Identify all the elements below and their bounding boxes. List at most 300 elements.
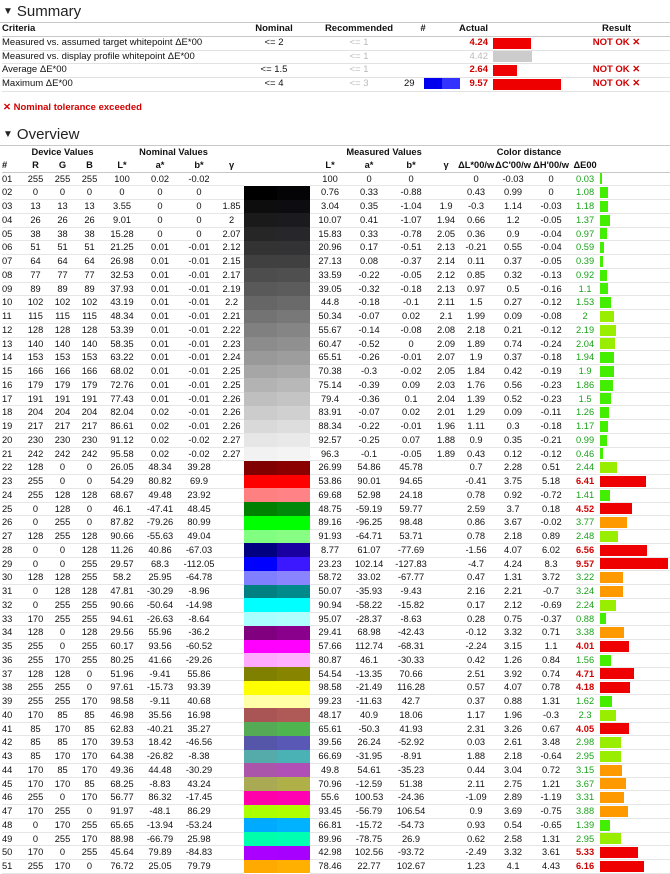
delta-e-bar-cell — [600, 406, 670, 420]
g-cell: 255 — [49, 516, 76, 530]
delta-e-bar-cell — [600, 186, 670, 200]
overview-header[interactable] — [0, 123, 670, 145]
delta-e-bar — [600, 476, 646, 487]
nom-l-cell: 46.98 — [103, 708, 141, 722]
nom-b-cell: -84.83 — [179, 846, 219, 860]
nominal-cell — [234, 50, 314, 64]
nom-b-cell: -0.01 — [179, 241, 219, 255]
actual-bar — [493, 38, 531, 49]
delta-e-bar-cell — [600, 461, 670, 475]
tolerance-warning: ✕ Nominal tolerance exceeded — [3, 102, 142, 113]
number-cell: 08 — [2, 268, 22, 282]
number-cell: 40 — [2, 708, 22, 722]
meas-gamma-cell — [434, 488, 458, 502]
b-cell: 191 — [76, 392, 103, 406]
number-cell — [404, 64, 442, 78]
r-cell: 255 — [22, 695, 49, 709]
meas-l-cell: 99.23 — [310, 695, 350, 709]
meas-gamma-cell — [434, 832, 458, 846]
nom-l-header: L* — [103, 159, 141, 172]
patch-row — [2, 832, 670, 846]
delta-e-bar-cell — [600, 351, 670, 365]
delta-e-cell: 1.08 — [570, 186, 600, 200]
g-cell: 255 — [49, 530, 76, 544]
r-cell: 0 — [22, 186, 49, 200]
delta-e-bar — [600, 283, 608, 294]
summary-section — [0, 0, 670, 117]
nom-b-cell: -0.01 — [179, 323, 219, 337]
patch-row — [2, 640, 670, 654]
nom-gamma-cell — [219, 530, 244, 544]
meas-b-cell: -52.92 — [388, 736, 434, 750]
nom-gamma-cell — [219, 695, 244, 709]
patch-swatch — [244, 392, 310, 406]
r-cell: 255 — [22, 681, 49, 695]
r-cell: 140 — [22, 337, 49, 351]
g-cell: 170 — [49, 750, 76, 764]
delta-e-cell: 1.5 — [570, 392, 600, 406]
nom-a-cell: 0 — [141, 227, 179, 241]
delta-l-cell: -2.24 — [458, 640, 494, 654]
meas-l-cell: 44.8 — [310, 296, 350, 310]
summary-header[interactable] — [0, 0, 670, 22]
number-cell: 29 — [2, 557, 22, 571]
patch-row — [2, 310, 670, 324]
nom-gamma-cell: 2.27 — [219, 447, 244, 461]
number-cell: 51 — [2, 860, 22, 874]
meas-l-cell: 91.93 — [310, 530, 350, 544]
meas-b-cell: 18.06 — [388, 708, 434, 722]
meas-gamma-cell — [434, 791, 458, 805]
delta-e-bar-cell — [600, 791, 670, 805]
nom-a-cell: 0.01 — [141, 255, 179, 269]
g-cell: 128 — [49, 585, 76, 599]
actual-bar — [493, 51, 532, 62]
g-cell: 128 — [49, 571, 76, 585]
delta-e-bar-cell — [600, 365, 670, 379]
nom-a-cell: 0 — [141, 213, 179, 227]
b-cell: 0 — [76, 805, 103, 819]
delta-e-bar — [600, 311, 614, 322]
delta-l-cell: 0.43 — [458, 186, 494, 200]
delta-e-bar — [600, 586, 623, 597]
delta-e-bar-cell — [600, 241, 670, 255]
g-header: G — [49, 159, 76, 172]
number-cell: 07 — [2, 255, 22, 269]
meas-gamma-cell: 2.13 — [434, 241, 458, 255]
meas-b-cell: 116.28 — [388, 681, 434, 695]
nom-gamma-cell — [219, 571, 244, 585]
nom-a-cell: 0.01 — [141, 282, 179, 296]
b-cell: 85 — [76, 708, 103, 722]
nom-b-header: b* — [179, 159, 219, 172]
nom-l-cell: 37.93 — [103, 282, 141, 296]
g-cell: 170 — [49, 722, 76, 736]
patch-row — [2, 392, 670, 406]
delta-e-cell: 0.03 — [570, 172, 600, 186]
b-cell: 0 — [76, 516, 103, 530]
patch-row — [2, 805, 670, 819]
number-cell: 31 — [2, 585, 22, 599]
nom-a-cell: -15.73 — [141, 681, 179, 695]
delta-e-bar — [600, 861, 644, 872]
nom-a-cell: 0.02 — [141, 406, 179, 420]
b-cell: 0 — [76, 667, 103, 681]
delta-c-cell: 0.09 — [494, 310, 532, 324]
number-header: # — [404, 23, 442, 36]
nom-gamma-cell — [219, 488, 244, 502]
number-cell: 10 — [2, 296, 22, 310]
nom-a-cell: -55.63 — [141, 530, 179, 544]
nom-gamma-cell: 2.26 — [219, 392, 244, 406]
delta-h-cell: 1.31 — [532, 832, 570, 846]
g-cell: 0 — [49, 475, 76, 489]
r-cell: 0 — [22, 818, 49, 832]
meas-a-cell: 54.86 — [350, 461, 388, 475]
number-cell: 13 — [2, 337, 22, 351]
g-cell: 85 — [49, 708, 76, 722]
delta-e-cell: 3.24 — [570, 585, 600, 599]
nom-l-cell: 56.77 — [103, 791, 141, 805]
meas-b-cell: 41.93 — [388, 722, 434, 736]
delta-e-bar-cell — [600, 337, 670, 351]
nom-b-cell: 80.99 — [179, 516, 219, 530]
delta-c-cell: 0.56 — [494, 378, 532, 392]
patch-swatch — [244, 653, 310, 667]
delta-c-cell: 3.69 — [494, 805, 532, 819]
meas-a-cell: 0.08 — [350, 255, 388, 269]
number-cell: 02 — [2, 186, 22, 200]
g-cell: 89 — [49, 282, 76, 296]
meas-gamma-cell: 2.13 — [434, 282, 458, 296]
delta-l-cell: -1.56 — [458, 543, 494, 557]
delta-c-cell: 2.18 — [494, 750, 532, 764]
g-cell: 77 — [49, 268, 76, 282]
delta-l-cell: -0.12 — [458, 626, 494, 640]
delta-h-cell: -0.12 — [532, 323, 570, 337]
delta-c-cell: 0.92 — [494, 488, 532, 502]
g-cell: 255 — [49, 805, 76, 819]
meas-l-cell: 29.41 — [310, 626, 350, 640]
nom-b-cell: -17.45 — [179, 791, 219, 805]
delta-e-bar — [600, 407, 609, 418]
nom-l-cell: 64.38 — [103, 750, 141, 764]
meas-a-cell: 61.07 — [350, 543, 388, 557]
nom-a-cell: -26.82 — [141, 750, 179, 764]
g-cell: 242 — [49, 447, 76, 461]
nom-b-cell: 16.98 — [179, 708, 219, 722]
measured-values-group: Measured Values — [346, 147, 422, 157]
nom-l-cell: 0 — [103, 186, 141, 200]
nom-a-cell: 0.02 — [141, 447, 179, 461]
number-cell: 36 — [2, 653, 22, 667]
nom-a-cell: 79.89 — [141, 846, 179, 860]
b-cell: 85 — [76, 722, 103, 736]
meas-a-cell: -0.3 — [350, 365, 388, 379]
nom-l-cell: 43.19 — [103, 296, 141, 310]
g-cell: 128 — [49, 502, 76, 516]
r-cell: 170 — [22, 612, 49, 626]
delta-e-bar — [600, 380, 613, 391]
r-cell: 255 — [22, 640, 49, 654]
meas-b-cell: -0.01 — [388, 351, 434, 365]
g-cell: 85 — [49, 763, 76, 777]
patch-row — [2, 722, 670, 736]
meas-gamma-cell — [434, 585, 458, 599]
delta-e-bar-cell — [600, 736, 670, 750]
r-cell: 179 — [22, 378, 49, 392]
delta-h-cell: -0.02 — [532, 516, 570, 530]
delta-e-bar — [600, 531, 618, 542]
b-cell: 128 — [76, 626, 103, 640]
b-cell: 255 — [76, 818, 103, 832]
delta-e-bar — [600, 503, 632, 514]
meas-a-cell: 0.33 — [350, 186, 388, 200]
b-cell: 128 — [76, 530, 103, 544]
delta-e-bar — [600, 421, 608, 432]
delta-e-bar — [600, 820, 610, 831]
criteria-header: Criteria — [2, 23, 234, 36]
nom-gamma-cell — [219, 763, 244, 777]
b-cell: 255 — [76, 598, 103, 612]
patch-row — [2, 612, 670, 626]
delta-c-cell: 0.54 — [494, 818, 532, 832]
meas-a-cell: -0.26 — [350, 351, 388, 365]
delta-e-bar-cell — [600, 268, 670, 282]
result-cell: NOT OK ✕ — [563, 36, 670, 50]
actual-cell: 2.64 — [442, 64, 488, 78]
meas-l-cell: 53.86 — [310, 475, 350, 489]
nom-l-cell: 29.56 — [103, 626, 141, 640]
number-cell: 11 — [2, 310, 22, 324]
delta-c-cell: 1.2 — [494, 213, 532, 227]
delta-e-cell: 0.46 — [570, 447, 600, 461]
nom-a-cell: 0.01 — [141, 268, 179, 282]
collapse-triangle-icon[interactable]: ▼ — [3, 5, 13, 17]
patch-row — [2, 846, 670, 860]
meas-gamma-cell — [434, 598, 458, 612]
nom-gamma-cell — [219, 475, 244, 489]
nom-gamma-cell — [219, 750, 244, 764]
delta-c-cell: 4.07 — [494, 543, 532, 557]
meas-b-cell: -127.83 — [388, 557, 434, 571]
delta-e-bar-cell — [600, 488, 670, 502]
delta-c-cell: 0.3 — [494, 420, 532, 434]
meas-gamma-cell — [434, 502, 458, 516]
meas-b-cell: 70.66 — [388, 667, 434, 681]
nom-l-cell: 53.39 — [103, 323, 141, 337]
nom-a-cell: -50.64 — [141, 598, 179, 612]
bar-cell — [493, 36, 563, 50]
delta-h-cell: 8.3 — [532, 557, 570, 571]
nom-b-cell: -8.64 — [179, 612, 219, 626]
delta-l-cell: 0.62 — [458, 832, 494, 846]
delta-l-cell: -0.41 — [458, 475, 494, 489]
delta-e-bar — [600, 270, 607, 281]
g-cell: 128 — [49, 323, 76, 337]
meas-gamma-cell — [434, 612, 458, 626]
meas-l-cell: 89.16 — [310, 516, 350, 530]
r-cell: 77 — [22, 268, 49, 282]
summary-row — [2, 50, 670, 64]
number-cell: 46 — [2, 791, 22, 805]
nom-b-cell: 79.79 — [179, 860, 219, 874]
patch-swatch — [244, 860, 310, 874]
meas-b-cell: 0.09 — [388, 378, 434, 392]
meas-a-cell: -0.22 — [350, 420, 388, 434]
nominal-cell: <= 4 — [234, 78, 314, 92]
delta-e-bar — [600, 215, 610, 226]
delta-l-cell: 2.11 — [458, 777, 494, 791]
meas-l-cell: 26.99 — [310, 461, 350, 475]
delta-l-cell: 2.18 — [458, 323, 494, 337]
nom-l-cell: 80.25 — [103, 653, 141, 667]
delta-l-cell: 0.44 — [458, 763, 494, 777]
number-cell — [404, 50, 442, 64]
b-cell: 204 — [76, 406, 103, 420]
nom-b-cell: 40.68 — [179, 695, 219, 709]
meas-l-cell: 27.13 — [310, 255, 350, 269]
nom-b-cell: 43.24 — [179, 777, 219, 791]
nom-gamma-cell — [219, 543, 244, 557]
nom-gamma-cell — [219, 557, 244, 571]
meas-b-cell: 45.78 — [388, 461, 434, 475]
delta-c-cell: 3.7 — [494, 502, 532, 516]
delta-c-cell: 0.52 — [494, 392, 532, 406]
g-cell: 170 — [49, 818, 76, 832]
delta-l-cell: -4.7 — [458, 557, 494, 571]
nom-b-cell: -0.01 — [179, 296, 219, 310]
meas-l-cell: 48.75 — [310, 502, 350, 516]
b-cell: 255 — [76, 612, 103, 626]
delta-e-bar — [600, 338, 614, 349]
number-cell: 18 — [2, 406, 22, 420]
nom-gamma-cell — [219, 860, 244, 874]
nom-l-cell: 82.04 — [103, 406, 141, 420]
patch-swatch — [244, 186, 310, 200]
b-cell: 255 — [76, 653, 103, 667]
patch-row — [2, 488, 670, 502]
nom-a-cell: 0.01 — [141, 337, 179, 351]
meas-a-cell: 0.17 — [350, 241, 388, 255]
device-values-group: Device Values — [31, 147, 94, 157]
collapse-triangle-icon[interactable]: ▼ — [3, 128, 13, 140]
delta-e-cell: 4.05 — [570, 722, 600, 736]
delta-h-cell: -0.64 — [532, 750, 570, 764]
delta-l-cell: 0.43 — [458, 447, 494, 461]
meas-a-cell: -78.75 — [350, 832, 388, 846]
number-cell — [404, 36, 442, 50]
nom-a-cell: 80.82 — [141, 475, 179, 489]
nom-b-cell: -0.01 — [179, 351, 219, 365]
nom-gamma-cell: 2 — [219, 213, 244, 227]
meas-b-cell: 98.48 — [388, 516, 434, 530]
meas-b-cell: 26.9 — [388, 832, 434, 846]
delta-c-cell: 0.12 — [494, 447, 532, 461]
nom-b-cell: -30.29 — [179, 763, 219, 777]
meas-b-cell: -1.04 — [388, 200, 434, 214]
g-cell: 170 — [49, 860, 76, 874]
meas-gamma-cell: 1.89 — [434, 447, 458, 461]
delta-e-bar-cell — [600, 172, 670, 186]
delta-h-cell: 0.74 — [532, 667, 570, 681]
meas-a-cell: -0.32 — [350, 282, 388, 296]
delta-e-cell: 2.98 — [570, 736, 600, 750]
nom-b-cell: 0 — [179, 186, 219, 200]
patch-swatch — [244, 296, 310, 310]
meas-gamma-cell: 1.88 — [434, 433, 458, 447]
meas-b-cell: 0 — [388, 172, 434, 186]
nom-b-cell: 23.92 — [179, 488, 219, 502]
delta-l-cell: 2.16 — [458, 585, 494, 599]
delta-e-bar-cell — [600, 805, 670, 819]
g-cell: 38 — [49, 227, 76, 241]
meas-a-cell: 112.74 — [350, 640, 388, 654]
nom-gamma-cell: 2.26 — [219, 420, 244, 434]
nom-a-cell: 86.32 — [141, 791, 179, 805]
delta-l-cell: 1.17 — [458, 708, 494, 722]
patch-swatch — [244, 502, 310, 516]
meas-gamma-cell: 2.04 — [434, 392, 458, 406]
number-cell: 37 — [2, 667, 22, 681]
delta-e-header: ΔE00 — [570, 159, 600, 172]
delta-c-cell: 3.15 — [494, 640, 532, 654]
nom-l-cell: 49.36 — [103, 763, 141, 777]
meas-a-cell: 102.14 — [350, 557, 388, 571]
nom-l-cell: 26.98 — [103, 255, 141, 269]
number-header: # — [2, 159, 22, 172]
delta-e-bar — [600, 696, 612, 707]
b-cell: 0 — [76, 475, 103, 489]
patch-row — [2, 530, 670, 544]
meas-l-cell: 20.96 — [310, 241, 350, 255]
nom-b-cell: 0 — [179, 200, 219, 214]
meas-b-cell: -0.51 — [388, 241, 434, 255]
nom-b-cell: 48.45 — [179, 502, 219, 516]
delta-e-cell: 1.9 — [570, 365, 600, 379]
number-cell: 35 — [2, 640, 22, 654]
delta-l-cell: 0.37 — [458, 695, 494, 709]
b-cell: 140 — [76, 337, 103, 351]
delta-e-bar-cell — [600, 653, 670, 667]
delta-e-bar — [600, 655, 611, 666]
nom-a-cell: -40.21 — [141, 722, 179, 736]
meas-a-cell: 52.98 — [350, 488, 388, 502]
delta-h-cell: 0 — [532, 172, 570, 186]
r-cell: 0 — [22, 585, 49, 599]
g-cell: 191 — [49, 392, 76, 406]
patch-row — [2, 667, 670, 681]
nom-a-cell: 0.02 — [141, 172, 179, 186]
r-cell: 230 — [22, 433, 49, 447]
nom-l-cell: 62.83 — [103, 722, 141, 736]
recommended-cell: <= 3 — [314, 78, 404, 92]
patch-swatch — [244, 241, 310, 255]
nom-l-cell: 58.35 — [103, 337, 141, 351]
delta-e-bar-cell — [600, 763, 670, 777]
meas-l-cell: 93.45 — [310, 805, 350, 819]
meas-l-cell: 54.54 — [310, 667, 350, 681]
actual-value: 9.57 — [469, 78, 488, 90]
delta-l-cell: 0.47 — [458, 571, 494, 585]
meas-gamma-cell — [434, 667, 458, 681]
patch-swatch — [244, 282, 310, 296]
r-cell: 128 — [22, 626, 49, 640]
g-cell: 0 — [49, 186, 76, 200]
delta-e-cell: 0.99 — [570, 433, 600, 447]
patch-row — [2, 653, 670, 667]
meas-b-cell: -0.18 — [388, 282, 434, 296]
